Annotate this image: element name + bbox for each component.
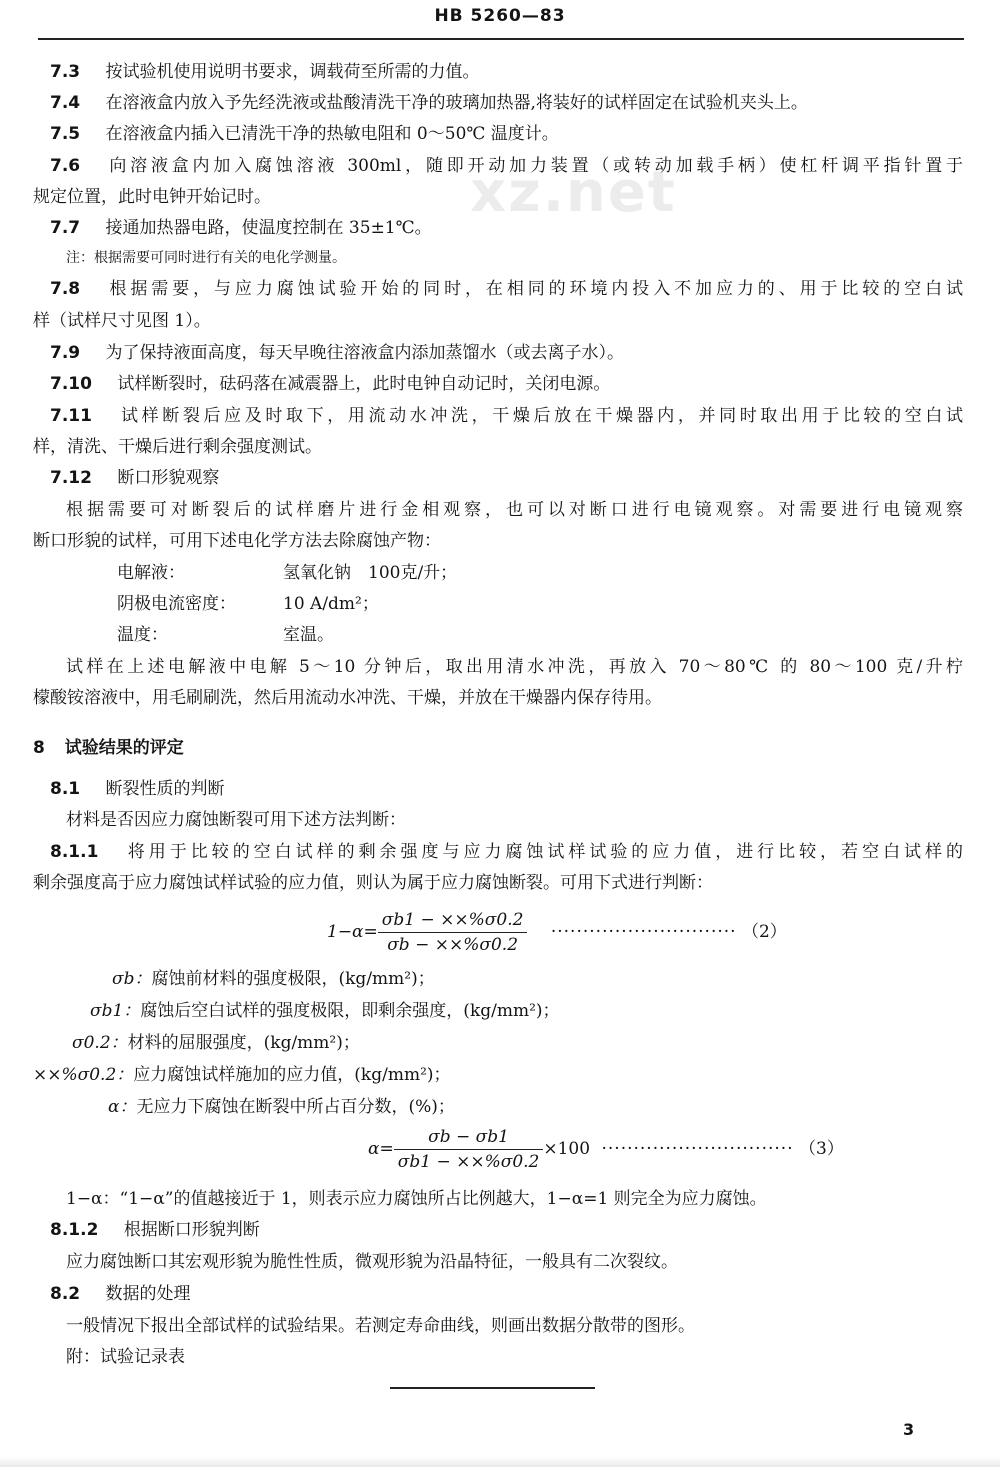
definition-symbol: ××%σ0.2： [33, 1065, 134, 1085]
clause-7-11 [50, 404, 963, 428]
clause-7-5 [50, 122, 559, 146]
param-temperature-value: 室温。 [283, 625, 334, 645]
section-number: 8 [33, 738, 45, 758]
alpha-explanation: 1−α：“1−α”的值越接近于 1，则表示应力腐蚀所占比例越大，1−α=1 则完全为应力腐蚀。 [66, 1189, 767, 1209]
clause-title: 断裂性质的判断 [105, 779, 225, 799]
formula-denominator: σb − ××%σ0.2 [387, 935, 519, 955]
clause-text: 试样断裂时，砝码落在减震器上，此时电钟自动记时，关闭电源。 [117, 374, 611, 394]
clause-8-1-1 [50, 840, 963, 864]
clause-8-2-text: 一般情况下报出全部试样的试验结果。若测定寿命曲线，则画出数据分散带的图形。 [66, 1316, 695, 1336]
end-rule [390, 1387, 595, 1389]
clause-number: 7.11 [50, 406, 92, 426]
equation-tag: （2） [741, 922, 787, 942]
clause-8-1-2-heading [50, 1218, 260, 1242]
clause-8-2-heading [50, 1282, 191, 1306]
clause-number: 7.7 [50, 218, 81, 238]
clause-text: 为了保持液面高度，每天早晚往溶液盒内添加蒸馏水（或去离子水）。 [105, 343, 625, 363]
section-title: 试验结果的评定 [64, 738, 184, 758]
clause-text: 将用于比较的空白试样的剩余强度与应力腐蚀试样试验的应力值，进行比较，若空白试样的 [127, 842, 964, 862]
definition-text: 材料的屈服强度，(kg/mm²)； [127, 1033, 360, 1053]
clause-title: 断口形貌观察 [117, 468, 220, 488]
definition-sigma-02 [72, 1031, 360, 1055]
formula-numerator: σb1 − ××%σ0.2 [378, 910, 528, 933]
page-bottom-edge [0, 1457, 1000, 1467]
formula-multiplier: ×100 [543, 1139, 591, 1159]
clause-number: 7.5 [50, 124, 81, 144]
formula-lhs: 1−α= [327, 922, 378, 942]
clause-title: 数据的处理 [105, 1284, 191, 1304]
clause-number: 7.12 [50, 468, 92, 488]
clause-7-3 [50, 60, 480, 84]
standard-code: HB 5260—83 [434, 6, 566, 26]
clause-7-12-heading [50, 466, 219, 490]
clause-7-4 [50, 91, 808, 115]
clause-7-7 [50, 216, 432, 240]
clause-number: 8.1.2 [50, 1220, 99, 1240]
clause-text: 向溶液盒内加入腐蚀溶液 300ml，随即开动加力装置（或转动加载手柄）使杠杆调平指针置于 [109, 156, 963, 176]
clause-7-10 [50, 372, 610, 396]
formula-lhs: α= [368, 1139, 394, 1159]
param-electrolyte-label: 电解液： [117, 563, 185, 583]
clause-7-12-paragraph-continued: 断口形貌的试样，可用下述电化学方法去除腐蚀产物： [33, 531, 441, 551]
clause-number: 7.3 [50, 62, 81, 82]
param-electrolyte-value: 氢氧化钠 100克/升； [283, 563, 458, 583]
page-number: 3 [903, 1420, 915, 1439]
clause-number: 8.1.1 [50, 842, 99, 862]
definition-text: 无应力下腐蚀在断裂中所占百分数，(%)； [136, 1097, 455, 1117]
clause-7-12-paragraph-2: 试样在上述电解液中电解 5～10 分钟后，取出用清水冲洗，再放入 70～80℃ 的 80～100 克/升柠 [66, 657, 963, 677]
clause-text: 根据需要，与应力腐蚀试验开始的同时，在相同的环境内投入不加应力的、用于比较的空白试 [109, 279, 964, 299]
watermark: xz.net [470, 160, 677, 225]
definition-alpha [108, 1095, 455, 1119]
definition-symbol: σb： [112, 969, 152, 989]
clause-7-6 [50, 154, 963, 178]
leader-dots: ····························· [550, 922, 737, 942]
formula-2 [327, 910, 787, 955]
clause-number: 7.6 [50, 156, 81, 176]
clause-text: 在溶液盒内插入已清洗干净的热敏电阻和 0～50℃ 温度计。 [105, 124, 559, 144]
clause-text: 试样断裂后应及时取下，用流动水冲洗，干燥后放在干燥器内，并同时取出用于比较的空白试 [120, 406, 963, 426]
clause-number: 7.4 [50, 93, 81, 113]
formula-fraction [394, 1127, 544, 1172]
param-current-density-value: 10 A/dm²； [283, 594, 379, 614]
appendix-label: 附：试验记录表 [66, 1347, 185, 1367]
definition-symbol: σb1： [90, 1001, 141, 1021]
clause-7-9 [50, 341, 624, 365]
definition-sigma-b1 [90, 999, 560, 1023]
definition-text: 腐蚀前材料的强度极限，(kg/mm²)； [151, 969, 435, 989]
clause-8-1-intro: 材料是否因应力腐蚀断裂可用下述方法判断： [66, 810, 406, 830]
clause-8-1-heading [50, 777, 225, 801]
equation-tag: （3） [799, 1139, 844, 1159]
clause-number: 7.10 [50, 374, 92, 394]
formula-3 [368, 1127, 844, 1172]
definition-text: 腐蚀后空白试样的强度极限，即剩余强度，(kg/mm²)； [140, 1001, 560, 1021]
clause-number: 7.8 [50, 279, 81, 299]
param-temperature-label: 温度： [117, 625, 168, 645]
clause-number: 8.2 [50, 1284, 81, 1304]
clause-text: 接通加热器电路，使温度控制在 35±1℃。 [105, 218, 432, 238]
clause-number: 8.1 [50, 779, 81, 799]
clause-title: 根据断口形貌判断 [123, 1220, 260, 1240]
clause-number: 7.9 [50, 343, 81, 363]
definition-sigma-b [112, 967, 435, 991]
note: 注：根据需要可同时进行有关的电化学测量。 [66, 250, 346, 266]
definition-applied-stress [33, 1063, 451, 1087]
formula-fraction [378, 910, 528, 955]
definition-symbol: α： [108, 1097, 137, 1117]
clause-8-1-2-text: 应力腐蚀断口其宏观形貌为脆性性质，微观形貌为沿晶特征，一般具有二次裂纹。 [66, 1252, 678, 1272]
header-rule [38, 38, 964, 40]
clause-7-8-continued: 样（试样尺寸见图 1）。 [33, 311, 211, 331]
formula-numerator: σb − σb1 [394, 1127, 544, 1150]
definition-text: 应力腐蚀试样施加的应力值，(kg/mm²)； [133, 1065, 451, 1085]
clause-text: 在溶液盒内放入予先经洗液或盐酸清洗干净的玻璃加热器,将装好的试样固定在试验机夹头上。 [105, 93, 808, 113]
leader-dots: ······························ [601, 1139, 794, 1159]
definition-symbol: σ0.2： [72, 1033, 128, 1053]
clause-text: 按试验机使用说明书要求，调载荷至所需的力值。 [105, 62, 480, 82]
param-current-density-label: 阴极电流密度： [117, 594, 236, 614]
clause-8-1-1-continued: 剩余强度高于应力腐蚀试样试验的应力值，则认为属于应力腐蚀断裂。可用下式进行判断： [33, 873, 713, 893]
section-8-heading [33, 736, 184, 760]
clause-7-6-continued: 规定位置，此时电钟开始记时。 [33, 187, 271, 207]
clause-7-12-paragraph: 根据需要可对断裂后的试样磨片进行金相观察，也可以对断口进行电镜观察。对需要进行电镜观察 [66, 500, 963, 520]
clause-7-11-continued: 样，清洗、干燥后进行剩余强度测试。 [33, 437, 322, 457]
clause-7-12-paragraph-2-continued: 檬酸铵溶液中，用毛刷刷洗，然后用流动水冲洗、干燥，并放在干燥器内保存待用。 [33, 688, 662, 708]
clause-7-8 [50, 277, 963, 301]
formula-denominator: σb1 − ××%σ0.2 [397, 1152, 540, 1172]
